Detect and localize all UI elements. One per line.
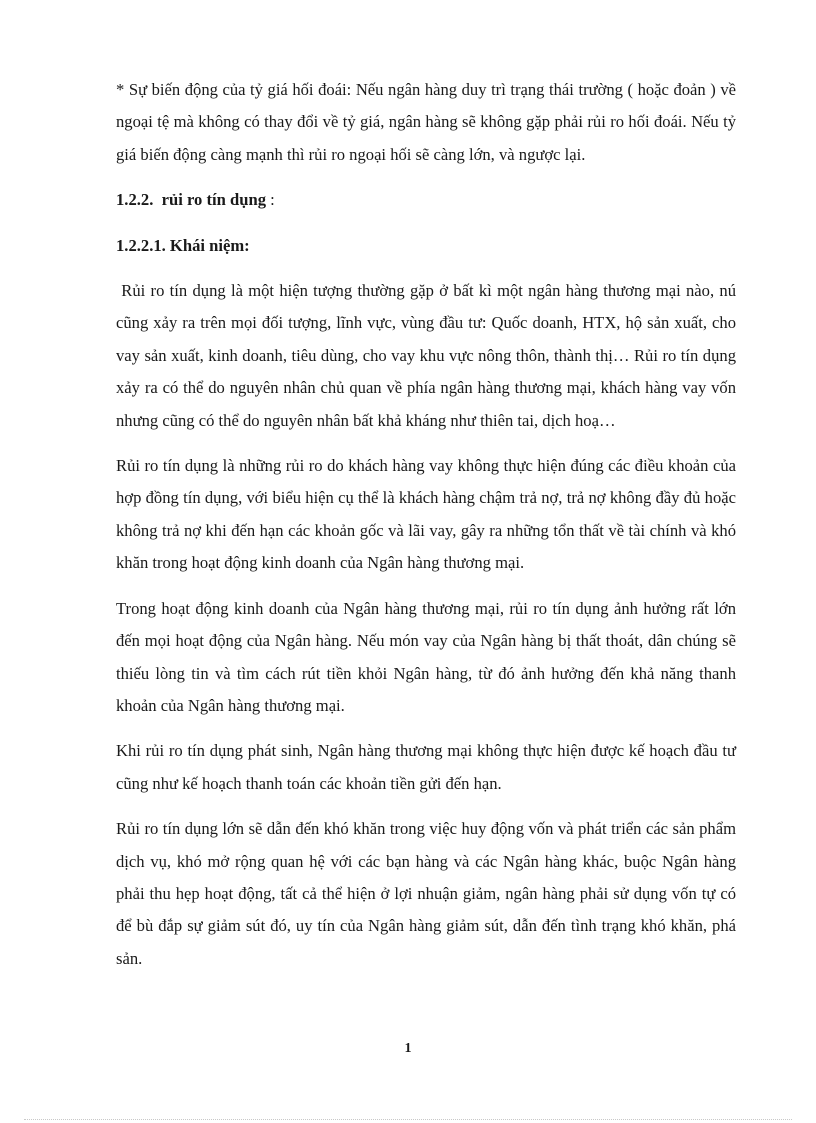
section-title: rủi ro tín dụng: [161, 190, 266, 210]
page-bottom-edge: [24, 1119, 792, 1120]
section-heading: [116, 184, 736, 216]
paragraph-impact: Trong hoạt động kinh doanh của Ngân hàng thương mại, rủi ro tín dụng ảnh hưởng rất lớn đến mọi hoạt động của Ngân hàng. Nếu món vay của Ngân hàng bị thất thoát, dân chúng sẽ thiếu lòng tin và tìm cách rút tiền khỏi Ngân hàng, từ đó ảnh hưởng đến khả năng thanh khoản của Ngân hàng thương mại.: [116, 598, 736, 715]
paragraph-investment-plan: Khi rủi ro tín dụng phát sinh, Ngân hàng thương mại không thực hiện được kế hoạch đầu tư cũng như kế hoạch thanh toán các khoản tiền gửi đến hạn.: [116, 741, 736, 793]
page-content: [116, 74, 741, 975]
paragraph-credit-risk-meaning: Rủi ro tín dụng là những rủi ro do khách hàng vay không thực hiện đúng các điều khoản của hợp đồng tín dụng, với biểu hiện cụ thể là khách hàng chậm trả nợ, trả nợ không đầy đủ hoặc không trả nợ khi đến hạn các khoản gốc và lãi vay, gây ra những tổn thất về tài chính và khó khăn trong hoạt động kinh doanh của Ngân hàng thương mại.: [116, 456, 736, 573]
subsection-heading: 1.2.2.1. Khái niệm:: [116, 235, 250, 255]
paragraph-definition: Rủi ro tín dụng là một hiện tượng thường gặp ở bất kì một ngân hàng thương mại nào, nú cũng xảy ra trên mọi đối tượng, lĩnh vực, vùng đầu tư: Quốc doanh, HTX, hộ sản xuất, cho vay sản xuất, kinh doanh, tiêu dùng, cho vay khu vực nông thôn, thành thị… Rủi ro tín dụng xảy ra có thể do nguyên nhân chủ quan về phía ngân hàng thương mại, khách hàng vay vốn nhưng cũng có thể do nguyên nhân bất khả kháng như thiên tai, dịch hoạ…: [116, 281, 741, 430]
page-number: 1: [404, 1041, 412, 1056]
section-suffix: :: [270, 190, 275, 210]
paragraph-exchange-rate: * Sự biến động của tỷ giá hối đoái: Nếu ngân hàng duy trì trạng thái trường ( hoặc đoản ) về ngoại tệ mà không có thay đổi về tỷ giá, ngân hàng sẽ không gặp phải rủi ro hối đoái. Nếu tỷ giá biến động càng mạnh thì rủi ro ngoại hối sẽ càng lớn, và ngược lại.: [116, 80, 736, 164]
paragraph-consequences: Rủi ro tín dụng lớn sẽ dẫn đến khó khăn trong việc huy động vốn và phát triển các sản phẩm dịch vụ, khó mở rộng quan hệ với các bạn hàng và các Ngân hàng khác, buộc Ngân hàng phải thu hẹp hoạt động, tất cả thể hiện ở lợi nhuận giảm, ngân hàng phải sử dụng vốn tự có để bù đắp sự giảm sút đó, uy tín của Ngân hàng giảm sút, dẫn đến tình trạng khó khăn, phá sản.: [116, 819, 736, 968]
section-number: 1.2.2.: [116, 190, 154, 210]
